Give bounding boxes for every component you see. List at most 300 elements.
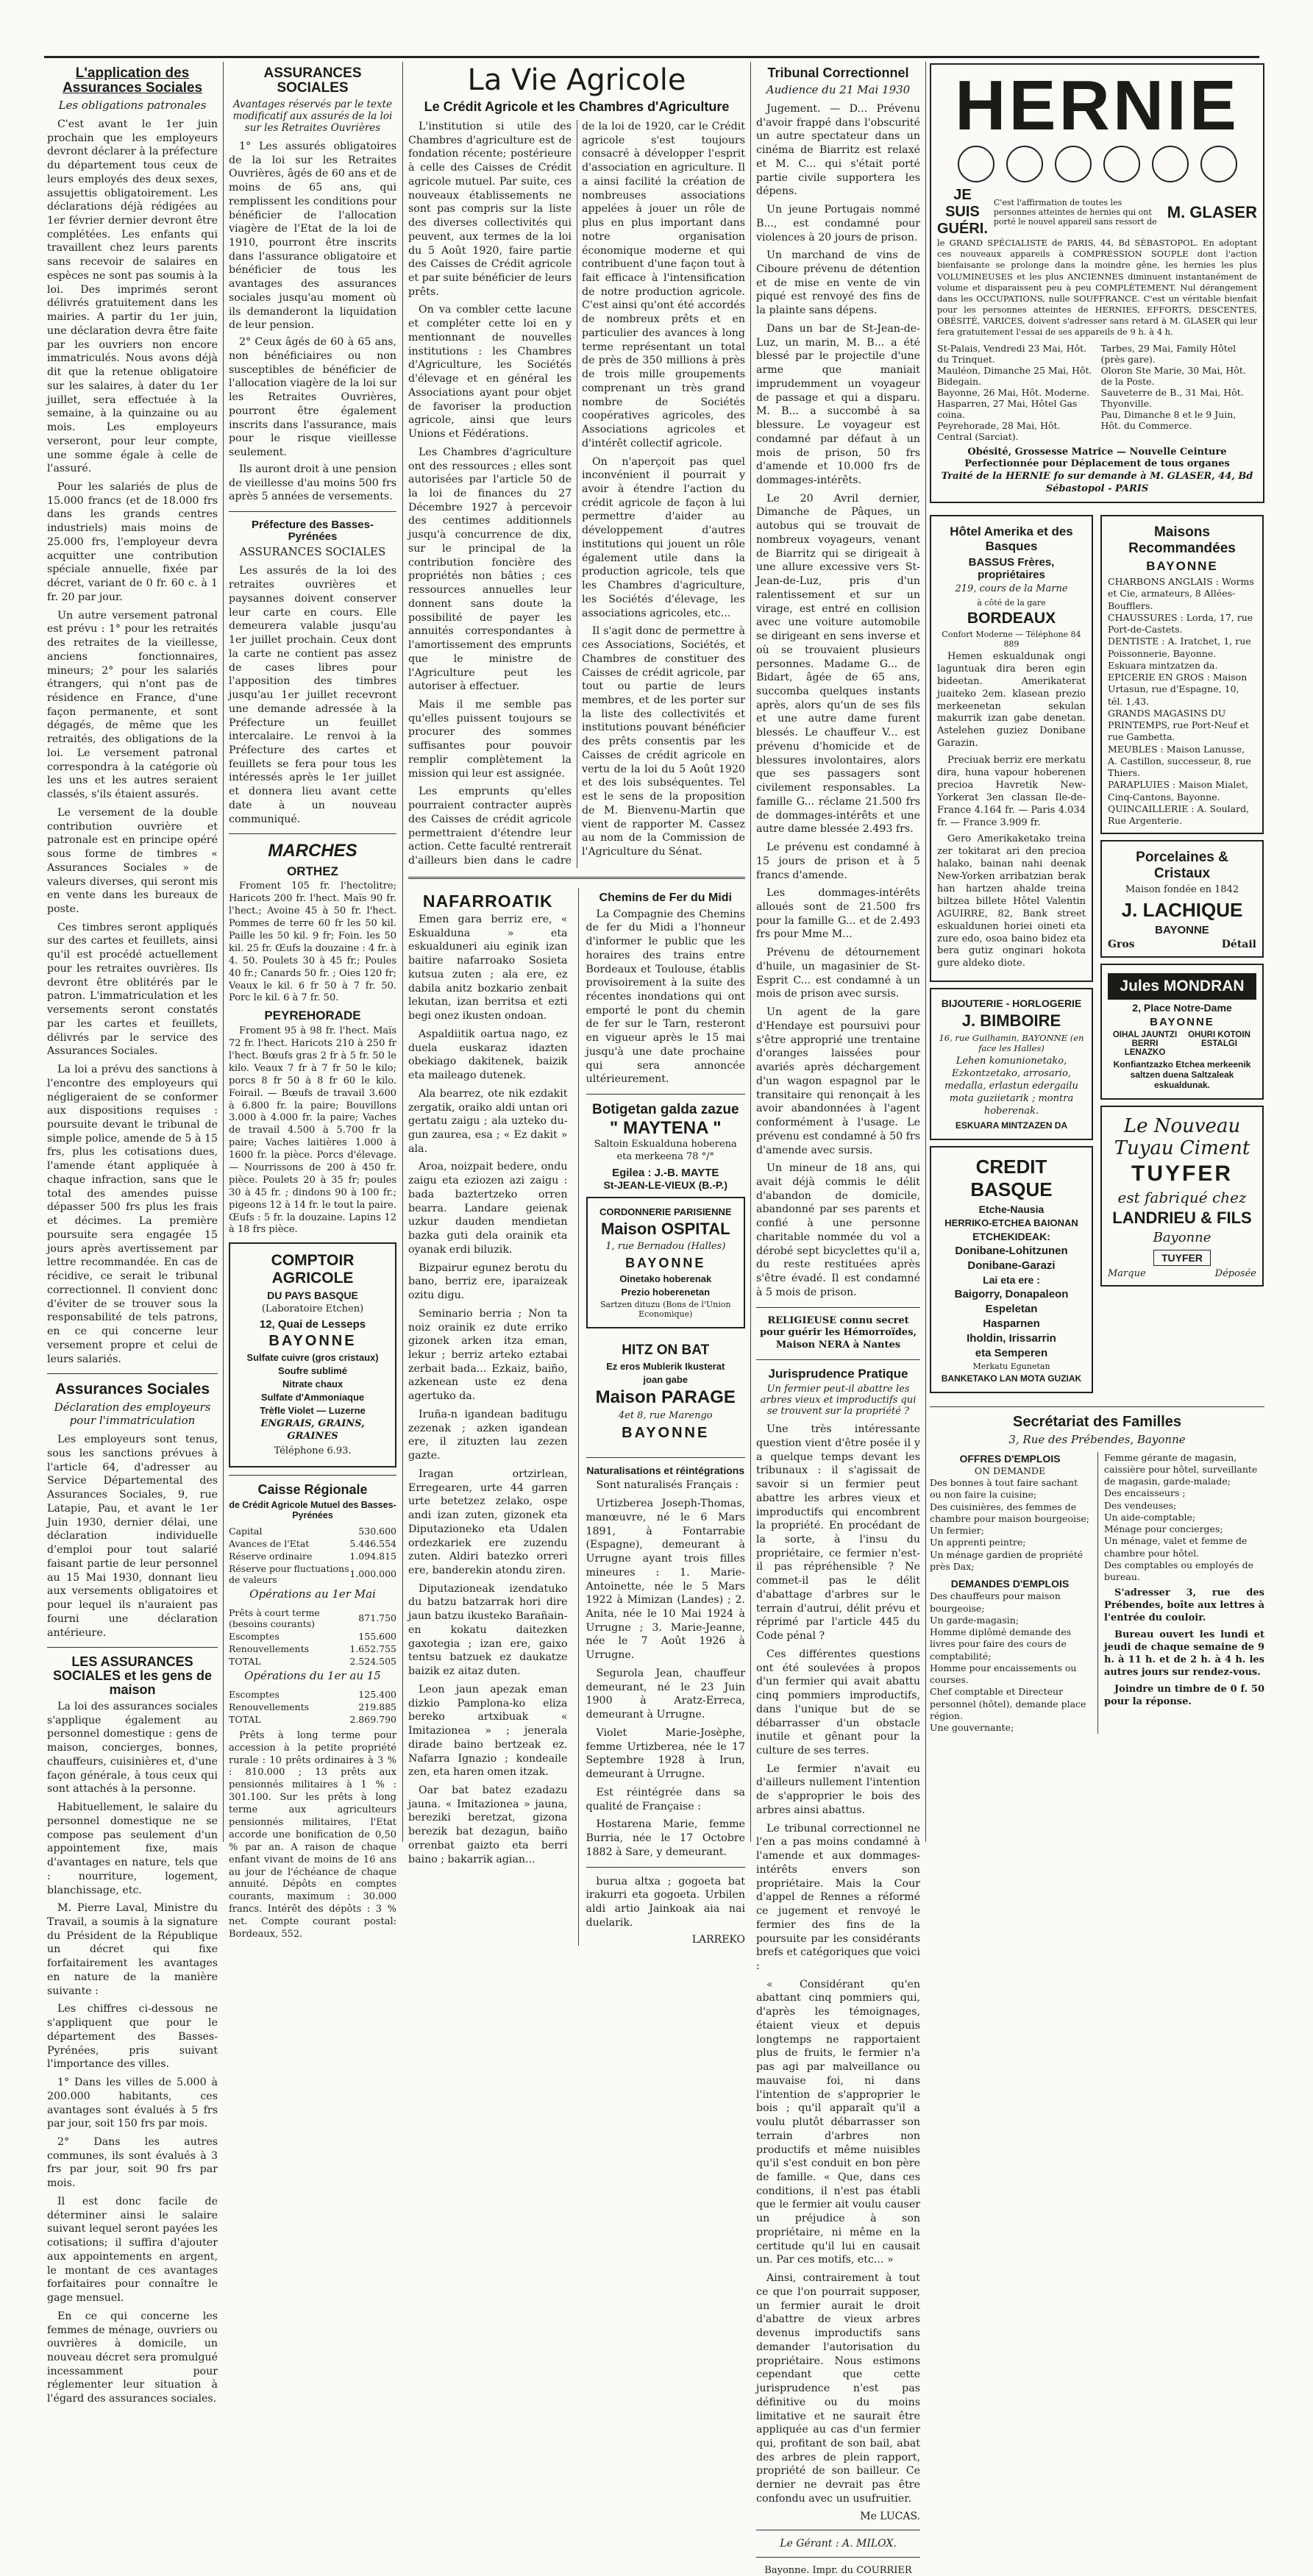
ad-line: ETCHEKIDEAK:: [972, 1230, 1050, 1242]
paragraph: le GRAND SPÉCIALISTE de PARIS, 44, Bd SÉBASTOPOL. En adoptant ces nouveaux appareils à COMPRESSION SOUPLE dont l'action bienfaisante se prolonge dans la moindre gêne, les hernies les plus VOLUMINEUSES et les plus ANCIENNES diminuent instantanément de volume et disparaissent peu à peu COMPLÈTEMENT. Nul dérangement dans les OCCUPATIONS, nulle SOUFFRANCE. C'est un véritable bienfait pour les personnes atteintes de HERNIES, EFFORTS, DESCENTES, OBÉSITÉ, VARICES, doivent s'adresser sans retard à M. GLASER qui leur fera gratuitement l'essai de ses appareils de 9 h. à 4 h.: [937, 238, 1257, 338]
divider: [586, 1867, 746, 1868]
list-item: Des encaisseurs ;: [1104, 1487, 1186, 1499]
list-item: Ménage pour concierges;: [1104, 1523, 1223, 1535]
ad-line: M. GLASER: [1167, 202, 1257, 221]
paragraph: Le prévenu est condamné à 15 jours de prison et à 5 francs d'amende.: [756, 842, 920, 881]
paragraph: Le tribunal correctionnel ne l'en a pas moins condamné à l'amende et aux dommages-intérêts envers son propriétaire. Mais la Cour d'appel de Rennes a réformé ce jugement et renvoyé le fermier des fins de la poursuite par les considérants brefs et catégoriques que voici :: [756, 1822, 920, 1972]
list-item: Une gouvernante;: [930, 1722, 1014, 1734]
paragraph: « Considérant qu'en abattant cinq pommiers qui, d'après les témoignages, étaient vieux et depuis longtemps ne rapportaient plus de fruits, le fermier n'a pas agi par malveillance ou mauvaise foi, ni dans l'intention de s'approprier le bois ; qu'il apparaît qu'il a voulu plutôt débarrasser son terrain d'arbres non productifs et même nuisibles qu'il s'est conduit en bon père de famille. « Que, dans ces conditions, il n'est pas établi que le fermier ait voulu causer un préjudice à son propriétaire, ni même en la certitude qu'il lui en causait un. Par ces motifs, etc... »: [756, 1978, 920, 2266]
table-cell: Escomptes: [229, 1688, 280, 1700]
ads-left: [930, 509, 1093, 1399]
table-cell: 5.446.554: [349, 1537, 396, 1549]
ad-line: ESKUARA MINTZAZEN DA: [955, 1120, 1068, 1131]
column-rule: [925, 62, 926, 1842]
article-body: [408, 120, 745, 868]
paragraph: Dans un bar de St-Jean-de-Luz, un marin, M. B... a été blessé par le projectile d'une arme que maniait imprudemment un voyageur de passage et qui a disparu. M. B... a succombé à sa blessure. Le voyageur est condamné par défaut à un mois de prison, 50 frs d'amende et 10.000 frs de dommages-intérêts.: [756, 322, 920, 486]
paragraph: Mais il me semble pas qu'elles puissent toujours se procurer des sommes suffisantes pour pouvoir remplir complètement la mission qui leur est assignée.: [408, 699, 572, 780]
section-title: MARCHES: [268, 841, 357, 861]
ad-line: COMPTOIR AGRICOLE: [271, 1252, 355, 1287]
article-subtitle: 3, Rue des Prébendes, Bayonne: [1008, 1432, 1186, 1446]
paragraph: Un marchand de vins de Ciboure prévenu de détention et de mise en vente de vin piqué est renvoyé des fins de la plainte sans dépens.: [756, 249, 920, 317]
article-subtitle: Le Crédit Agricole et les Chambres d'Agriculture: [424, 99, 730, 114]
mondran-items: [1108, 1031, 1256, 1057]
medal-icon: [958, 146, 994, 182]
article-title: Assurances Sociales: [54, 1381, 210, 1398]
ad-line: Sulfate cuivre (gros cristaux): [246, 1352, 379, 1364]
paragraph: Une très intéressante question vient d'être posée il y a quelque temps devant les tribunaux : il s'agissait de savoir si un fermier peut abattre les arbres vieux et improductifs qui encombrent la propriété. En procédant de la sorte, à l'insu du propriétaire, ce fermier n'est-il pas répréhensible ? Ne commet-il pas le délit d'abattage d'arbres sur le terrain d'autrui, délit prévu et réprimé par l'article 445 du Code pénal ?: [756, 1423, 920, 1643]
paragraph: Les emprunts qu'elles pourraient contracter auprès des Caisses de crédit agricole permettraient d'étendre leur action. Cette faculté rentrerait d'ailleurs bien dans le cadre de la loi de 1920, car le Crédit agricole s'est toujours consacré à développer l'esprit d'association en agriculture. Il a ainsi facilité la création de nombreuses associations appelées à jouer un rôle de plus en plus important dans notre organisation économique moderne et qui contribuent d'une façon tout à fait efficace à l'intensification de notre production agricole. C'est ainsi qu'ont été accordés de nombreux prêts et en particulier des avances à long terme représentant un total de près de 350 millions à près de trois mille groupements comprenant un très grand nombre de Sociétés coopératives agricoles, des Associations agricoles et d'intérêt collectif agricole.: [408, 120, 745, 867]
advert-tuyfer: [1100, 1106, 1264, 1287]
ad-line: Gros: [1108, 939, 1135, 951]
paragraph: Est réintégrée dans sa qualité de Française :: [586, 1786, 745, 1812]
list-item: Un fermier;: [930, 1525, 984, 1537]
finance-table: [229, 1688, 396, 1726]
list-item: CHARBONS ANGLAIS : Worms et Cie, armateurs, 8 Allées-Boufflers.: [1108, 576, 1254, 611]
maisons-list: [1108, 576, 1256, 827]
paragraph: Oar bat batez ezadazu jauna. « Imitazionea » jauna, bereziki beretzat, gizona berezik bat dezagun, baiño orrenbat gaizto eta berri baino ; bakarrik agian...: [408, 1785, 568, 1865]
list-item: Des bonnes à tout faire sachant ou non faire la cuisine;: [930, 1477, 1078, 1501]
finance-table: [229, 1525, 396, 1586]
paragraph: Ainsi, contrairement à tout ce que l'on pourrait supposer, un fermier aurait le droit d'abattre de vieux arbres devenus improductifs sans demander l'autorisation du propriétaire. Nous estimons cependant que cette jurisprudence n'est pas définitive ou du moins limitative et ne saurait être appliquée au cas d'un fermier qui, profitant de son bail, abat des arbres de plein rapport, propriété de son bailleur. Ce dernier ne devrait pas être confondu avec un usufruitier.: [756, 2272, 920, 2505]
paragraph: Ces timbres seront appliqués sur des cartes et feuillets, ainsi qu'il est procédé actuellement pour les retraites ouvrières. Ils devront être oblitérés par le patron. L'immatriculation et les versements seront constatés par les cartes et feuillets, délivrés par le service des Assurances Sociales.: [47, 921, 218, 1058]
ad-line: Téléphone 6.93.: [274, 1445, 352, 1457]
ad-line: Soufre sublimé: [278, 1365, 347, 1377]
medal-icon: [1200, 146, 1237, 182]
ad-line: OHURI KOTOIN ESTALGI: [1188, 1031, 1250, 1049]
ad-line: Bayonne: [1153, 1230, 1211, 1246]
advert-lachique: [1100, 840, 1264, 958]
article-title: Préfecture des Basses-Pyrénées: [252, 518, 374, 543]
ad-line: C'est l'affirmation de toutes les personnes atteintes de hernies qui ont porté le nouvel appareil sans ressort de: [993, 198, 1157, 227]
visit-item: Peyrehorade, 28 Mai, Hôt. Central (Sarciat).: [937, 419, 1061, 442]
paragraph: Les employeurs sont tenus, sous les sanctions prévues à l'article 64, d'adresser au Service Départemental des Assurances Sociales, 9, rue Latapie, Pau, et avant le 1er Juin 1930, dernier délai, une déclaration individuelle d'emploi pour tout salarié faisant partie de leur personnel au 15 Mai 1930, donnant lieu aux versements obligatoires et pour lequel ils n'auraient pas fourni une déclaration antérieure.: [47, 1434, 218, 1639]
paragraph: On n'aperçoit pas quel inconvénient il pourrait y avoir à étendre l'action du crédit agricole de façon à lui permettre d'aider au développement d'autres institutions qui jouent un rôle également utile dans la production agricole, tels que les Chambres d'agriculture, les Sociétés d'élevage, les associations agricoles, etc...: [582, 455, 745, 619]
ad-line: Donibane-Lohitzunen: [955, 1244, 1068, 1257]
hernie-headline: HERNIE: [955, 66, 1239, 145]
paragraph: Hemen eskualdunak ongi laguntuak dira beren egin bideetan. Amerikaterat juaiteko 2em. klasean prezio merkeenetan sekulan makurrik izan gabe denetan. Astelehen guziez Donibane Garazin.: [937, 651, 1086, 750]
ad-line: Maisons Recommandées: [1128, 524, 1236, 557]
ad-line: J. BIMBOIRE: [961, 1011, 1061, 1031]
visit-item: Bayonne, 26 Mai, Hôt. Moderne.: [937, 386, 1090, 398]
column-4: [756, 62, 920, 2576]
list-item: Un ménage, valet et femme de chambre pour hôtel.: [1104, 1535, 1248, 1559]
lachique-footer: [1108, 939, 1256, 950]
signature: LARREKO: [691, 1934, 745, 1946]
ad-line: BIJOUTERIE - HORLOGERIE: [941, 997, 1082, 1010]
ad-line: BAYONNE: [625, 1255, 706, 1270]
ad-line: 12, Quai de Lesseps: [259, 1318, 366, 1331]
article-subtitle: Un fermier peut-il abattre les arbres vieux et improductifs qui se trouvent sur la propriété ?: [760, 1384, 917, 1417]
ad-line: LANDRIEU & FILS: [1112, 1209, 1252, 1228]
ad-line: 1, rue Bernadou (Halles): [605, 1240, 726, 1252]
ad-line: HERRIKO-ETCHEA BAIONAN: [944, 1217, 1078, 1228]
article-title: Jurisprudence Pratique: [768, 1367, 908, 1381]
ads-right: [1100, 509, 1264, 1399]
divider: [586, 1094, 746, 1095]
ad-line: Maison fondée en 1842: [1125, 884, 1239, 896]
ads-row-1: [930, 509, 1264, 1399]
table-cell: Prêts à court terme (besoins courants): [229, 1607, 320, 1629]
imprint-line: Bayonne. Impr. du COURRIER: [764, 2564, 912, 2576]
list-item: Chef comptable et Directeur personnel (hôtel), demande place région.: [930, 1686, 1086, 1721]
advert-comptoir-agricole: [229, 1242, 396, 1467]
visit-item: St-Palais, Vendredi 23 Mai, Hôt. du Trinquet.: [937, 342, 1087, 365]
paragraph: Un jeune Portugais nommé B..., est condamné pour violences à 20 jours de prison.: [756, 204, 920, 243]
paragraph: Diputazioneak izendatuko du batzu batzarrak hori dire jaun batzu ikusteko Barañain-en kokatu daitezken gaxotegia ; izan ere, gaixo tentsu batzuek ez daukatze baizik ez aitaz duten.: [408, 1582, 568, 1678]
glaser-head: [937, 187, 1257, 238]
paragraph: C'est avant le 1er juin prochain que les employeurs devront déclarer à la préfecture du département tous ceux de leurs employés des deux sexes, assujettis obligatoirement. Les déclarations déjà rédigées au 1er février dernier devront être complétées. Les enfants qui travaillent chez leurs parents sans recevoir de salaires en espèces ne sont pas soumis à la loi. Des imprimés seront délivrés gratuitement dans les mairies. A partir du 1er juin, une déclaration devra être faite par les ouvriers non encore immatriculés. Nous avons déjà dit que la retenue obligatoire sur les salaires, à dater du 1er juillet, sera effectuée à la semaine, à la quinzaine ou au mois. Les employeurs verseront, pour leur compte, une somme égale à celle de l'assuré.: [47, 118, 218, 475]
visit-item: Sauveterre de B., 31 Mai, Hôt. Thyonville.: [1100, 386, 1244, 409]
ad-line: Saltoin Eskualduna hoberena eta merkeena 78 °/°: [594, 1139, 737, 1163]
table-cell: 2.869.790: [349, 1713, 396, 1725]
paragraph: La loi des assurances sociales s'applique également au personnel domestique : gens de maison, concierges, bonnes, chauffeurs, cuisinières et, d'une façon générale, à tous ceux qui sont attachés à la personne.: [47, 1700, 218, 1796]
table-cell: 1.000.000: [349, 1568, 396, 1580]
article-title: Chemins de Fer du Midi: [599, 891, 732, 904]
ad-line: Etche-Nausia: [978, 1203, 1045, 1215]
ad-line: Marque: [1108, 1268, 1146, 1280]
ad-line: Espeletan: [985, 1302, 1038, 1315]
ad-line: est fabriqué chez: [1117, 1189, 1247, 1207]
table-cell: Avances de l'Etat: [229, 1537, 310, 1549]
medal-icon: [1006, 146, 1043, 182]
paragraph: Les assurés de la loi des retraites ouvrières et paysannes doivent conserver leur carte en cours. Elle demeurera valable jusqu'au 1er juillet prochain. Ceux dont la carte ne contient pas assez de cases libres pour l'apposition des timbres jusqu'au 1er juillet recevront une demande adressée à la Préfecture un feuillet intercalaire. Le renvoi à la Préfecture des cartes et feuillets se fera pour tous les intéressés après le 1er juillet et donnera lieu avant cette date à un nouveau communiqué.: [229, 565, 396, 825]
table-cell: Capital: [229, 1525, 263, 1537]
ad-line: Déposée: [1214, 1268, 1256, 1280]
visit-item: Pau, Dimanche 8 et le 9 Juin, Hôt. du Commerce.: [1100, 408, 1237, 431]
paragraph: Seminario berria ; Non ta noiz orainik ez dute erriko gizonek arken itza eman, lekur ; berriz arteko eztabai zerbait bada... Ezkaiz, baiño, azkenean uste ez dena agertuko da.: [408, 1307, 568, 1403]
column-3: [408, 62, 745, 1946]
article-title: Secrétariat des Familles: [1012, 1413, 1181, 1430]
finance-table: [229, 1607, 396, 1668]
list-item: QUINCAILLERIE : A. Soulard, Rue Argenterie.: [1108, 803, 1250, 827]
article-subtitle: de Crédit Agricole Mutuel des Basses-Pyrénées: [229, 1499, 396, 1520]
paragraph: Le fermier n'avait eu d'ailleurs nullement l'intention de s'approprier le bois des arbres ainsi abattus.: [756, 1762, 920, 1816]
ad-line: DEMANDES D'EMPLOIS: [950, 1578, 1070, 1590]
article-subtitle: Avantages réservés par le texte modificatif aux assurés de la loi sur les Retraites Ouvrières: [232, 98, 393, 134]
ad-line: Ez eros Mublerik Ikusterat: [606, 1360, 725, 1372]
paragraph: burua altxa ; gogoeta bat irakurri eta gogoeta. Urbilen aldi artio Jainkoak aia nai duelarik.: [586, 1875, 745, 1929]
medal-icon: [1152, 146, 1189, 182]
ad-line: Traité de la HERNIE fo sur demande à M. GLASER, 44, Bd Sébastopol - PARIS: [941, 471, 1253, 495]
list-item: Homme pour encaissements ou courses.: [930, 1662, 1077, 1686]
advert-credit-basque: [930, 1146, 1093, 1393]
ad-line: BAYONNE: [1150, 1016, 1214, 1029]
article-title: L'application des Assurances Sociales: [62, 65, 203, 96]
paragraph: Le versement de la double contribution ouvrière et patronale est en principe opéré sous forme de timbres « Assurances Sociales » de valeurs diverses, qui seront mis en vente dans les bureaux de poste.: [47, 806, 218, 915]
paragraph: Le 20 Avril dernier, Dimanche de Pâques, un autobus qui se trouvait de nombreux voyageurs, venant de Biarritz qui se dirigeait à une allure excessive vers St-Jean-de-Luz, pris d'un ralentissement et sur un virage, est entré en collision avec une voiture automobile se dirigeant en sens inverse et où se trouvaient plusieurs personnes. Madame G... de Bidart, âgée de 65 ans, succomba quelques instants après, alors qu'un de ses fils et une autre dame furent blessés. Le chauffeur V... est prévenu d'homicide et de blessures involontaires, alors que ses passagers sont civilement responsables. La famille G... réclame 21.500 frs de dommages-intérêts et une autre dame blessée 2.493 frs.: [756, 492, 920, 836]
paragraph: S'adresser 3, rue des Prébendes, boîte aux lettres à l'entrée du couloir.: [1104, 1587, 1264, 1624]
ad-line: 2, Place Notre-Dame: [1132, 1002, 1232, 1014]
paragraph: La Compagnie des Chemins de fer du Midi a l'honneur d'informer le public que les horaires des trains entre Bordeaux et Toulouse, établis provisoirement à la suite des récentes inondations qui ont emporté le pont du chemin de fer sur le Tarn, resteront en vigueur après le 15 mai jusqu'à une date prochaine qui sera annoncée ultérieurement.: [586, 908, 745, 1086]
ad-line: St-JEAN-LE-VIEUX (B.-P.): [603, 1178, 728, 1191]
paragraph: Un agent de la gare d'Hendaye est poursuivi pour s'être approprié une trentaine d'oranges laissées pour avariés après déchargement d'un wagon espagnol par le transitaire qui renonçait à les avoir abandonnées à l'agent conformément à l'usage. Le prévenu est condamné à 50 frs d'amende avec sursis.: [756, 1006, 920, 1156]
advert-bimboire: [930, 988, 1093, 1139]
paragraph: Violet Marie-Josèphe, femme Urtizberea, née le 17 Septembre 1928 à Irun, demeurant à Urrugne.: [586, 1726, 745, 1781]
lower-row: [408, 888, 745, 1946]
table-cell: 2.524.505: [349, 1655, 396, 1667]
ad-line: eta Semperen: [975, 1346, 1048, 1359]
list-item: Un garde-magasin;: [930, 1614, 1020, 1626]
list-item: Un apprenti peintre;: [930, 1537, 1026, 1548]
list-item: MEUBLES : Maison Lanusse, A. Castillon, successeur, 8, rue Thiers.: [1108, 743, 1251, 779]
ad-line: ENGRAIS, GRAINS, GRAINES: [260, 1418, 365, 1442]
ad-line: BAYONNE: [1146, 559, 1218, 574]
list-item: CHAUSSURES : Lorda, 17, rue Port-de-Castets.: [1108, 611, 1253, 636]
paragraph: Aroa, noizpait bedere, ondu zaigu eta eziozen azi zaigu : bada baztertzeko orren bearra. Landare geienak uzkur dauden mendietan bazka guti dela orainik eta oyanak erdi biluzik.: [408, 1161, 568, 1256]
paragraph: Bizpairur egunez berotu du bano, berriz ere, iparaizeak ozitu digu.: [408, 1262, 568, 1302]
ad-line: BORDEAUX: [967, 610, 1056, 627]
table-cell: 871.750: [358, 1612, 396, 1624]
ad-line: TUYFER: [1131, 1161, 1233, 1186]
ad-line: CREDIT BASQUE: [970, 1155, 1053, 1200]
article-title: ASSURANCES SOCIALES: [263, 65, 362, 96]
paragraph: Ala bearrez, ote nik ezdakit zergatik, oraiko aldi untan ori gertatu zaigu ; ala uzteko du-gun zaurea, esa ; « Ez dakit » ala.: [408, 1087, 568, 1155]
market-prices: Froment 95 à 98 fr. l'hect. Maïs 72 fr. l'hect. Haricots 210 à 250 fr l'hect. Bœufs gras 2 fr à 5 fr. 50 le kilo. Veaux 7 fr à 7 fr 50 le kilo; porcs 8 fr 50 à 8 fr 60 le kilo. Foirail. — Bœufs de travail 3.600 à 6.800 fr. la paire; Bouvillons 3.000 à 4.000 fr. la paire; Vaches de travail 4.500 à 5.700 fr la paire; Vaches laitières 1.000 à 1600 fr. la pièce. Porcs d'élevage. — Nourrissons de 200 à 450 fr. pièce. Poulets 20 à 35 fr; poules 30 à 45 fr. ; dindons 90 à 100 fr.; pigeons 12 à 14 fr. le tout la paire. Œufs : 5 fr. la douzaine. Lapins 12 à 18 frs pièce.: [229, 1025, 396, 1236]
ad-line: Iholdin, Irissarrin: [967, 1331, 1056, 1345]
paragraph: Hostarena Marie, femme Burria, née le 17 Octobre 1882 à Sare, y demeurant.: [586, 1818, 745, 1858]
paragraph: En ce qui concerne les femmes de ménage, ouvriers ou ouvrières à domicile, un nouveau décret sera promulgué incessamment pour réglementer leur situation à l'égard des assurances sociales.: [47, 2310, 218, 2405]
paragraph: Il est donc facile de déterminer ainsi le salaire suivant lequel seront payées les cotisations; il suffira d'ajouter aux appointements en argent, le montant de ces avantages forfaitaires pour connaître le gage mensuel.: [47, 2195, 218, 2305]
column-rule: [750, 62, 751, 1842]
nafarroatik-article: [408, 888, 568, 1946]
column-1: [47, 62, 218, 2405]
paragraph: Les Chambres d'agriculture ont des ressources ; elles sont autorisées par l'article 50 de la loi de finances du 27 Décembre 1927 à percevoir des centimes additionnels jusqu'à concurrence de dix, sur le principal de la contribution foncière des propriétés non bâties ; ces ressources annuelles leur donnent sans doute la possibilité de payer les annuités correspondantes à l'amortissement des emprunts que le ministre de l'Agriculture peut les autoriser à effectuer.: [408, 446, 572, 693]
paragraph: Emen gara berriz ere, « Eskualduna » eta eskualduneri aiu eginik izan baitire nafarroako Sosieta kutsua zuten ; ala ere, ez dabila anitz bozkario zenbait lekutan, izan berritsa et ezti begi onez ikusten ondoan.: [408, 913, 568, 1022]
market-title: ORTHEZ: [287, 864, 338, 878]
paragraph: Un autre versement patronal est prévu : 1° pour les retraités des retraites de la vieillesse, anciens fonctionnaires, mineurs; 2° pour les salariés étrangers, qui n'ont pas de résidence en France, d'une façon permanente, et sont dégagés, de même que les retraités, des obligations de la loi. Le versement patronal correspondra à la catégorie où les uns et les autres seraient classés, s'ils étaient assurés.: [47, 609, 218, 801]
ad-line: J. LACHIQUE: [1121, 899, 1243, 922]
advert-mondran: [1100, 964, 1264, 1100]
ad-line: Hôtel Amerika et des Basques: [950, 524, 1073, 554]
market-title: PEYREHORADE: [264, 1008, 361, 1023]
paragraph: Aspaldiitik oartua nago, ez duela euskaraz idazten obekiago dakitenek, baizik eta maileago dutenek.: [408, 1028, 568, 1082]
list-item: Homme diplômé demande des livres pour faire des cours de comptabilité;: [930, 1626, 1072, 1662]
divider: [229, 833, 396, 834]
advert-religieuse: RELIGIEUSE connu secret pour guérir les Hémorroïdes, Maison NERA à Nantes: [759, 1314, 917, 1351]
market-prices: Froment 105 fr. l'hectolitre; Haricots 200 fr. l'hect. Maïs 90 fr. l'hect.; Avoine 45 à 50 fr. l'hect. Pommes de terre 60 fr les 50 kil. Paille les 50 kil. 9 fr; Foin. les 50 kil. 25 fr. Œufs la douzaine : 4 fr. à 4. 50. Poulets 30 à 45 fr.; Poules 40 fr.; Canards 50 fr. ; Oies 120 fr; Veaux le kil. 6 fr 50 à 7 fr. 50. Porc le kil. 6 à 7 fr. 50.: [229, 880, 396, 1004]
page-title: La Vie Agricole: [467, 63, 686, 97]
gerant-line: Le Gérant : A. MILOX.: [780, 2537, 897, 2550]
ad-line: BANKETAKO LAN MOTA GUZIAK: [941, 1373, 1082, 1384]
list-item: Un ménage gardien de propriété près Dax;: [930, 1548, 1084, 1572]
table-cell: Renouvellements: [229, 1643, 310, 1654]
advert-hernie: [930, 63, 1264, 503]
paragraph: Sont naturalisés Français :: [596, 1479, 739, 1492]
ad-line: Merkatu Egunetan: [972, 1361, 1050, 1371]
paragraph: Pour les salariés de plus de 15.000 francs (et de 18.000 frs dans les grands centres industriels) mais moins de 25.000 frs, l'employeur devra acquitter une contribution spéciale annuelle, fixée par décret, variant de 0 fr. 60 c. à 1 fr. 20 par jour.: [47, 480, 218, 603]
ad-line: " MAYTENA ": [609, 1118, 722, 1139]
ad-line: Maison PARAGE: [595, 1387, 736, 1407]
paragraph: Joindre un timbre de 0 f. 50 pour la réponse.: [1104, 1683, 1264, 1707]
divider: [756, 2557, 920, 2558]
table-cell: Escomptes: [229, 1630, 280, 1642]
medal-icon: [1055, 146, 1092, 182]
paragraph: Iruña-n igandean baditugu zezenak ; azken igandean ere, il zituzten lau zezen gazte.: [408, 1408, 568, 1462]
ad-line: Lehen komunionetako, Ezkontzetako, arrosario, medalla, erlastun edergailu mota guziietarik ; montra hoberenak.: [944, 1056, 1078, 1117]
ad-line: 16, rue Guilhamin, BAYONNE (en face les Halles): [939, 1033, 1084, 1054]
advert-parage: [586, 1334, 746, 1450]
ad-line: OFFRES D'EMPLOIS: [959, 1452, 1061, 1465]
ad-line: HITZ ON BAT: [622, 1342, 710, 1358]
table-cell: 530.600: [358, 1525, 396, 1537]
secretariat-body: [930, 1452, 1264, 1734]
ad-line: 219, cours de la Marne: [955, 583, 1068, 595]
table-caption: Opérations au 1er Mai: [249, 1587, 376, 1601]
column-rule: [223, 62, 224, 1842]
paragraph: 1° Dans les villes de 5.000 à 200.000 habitants, ces avantages sont évalués à 5 frs par jour, soit 150 frs par mois.: [47, 2077, 218, 2130]
tuyfer-footer: [1108, 1268, 1256, 1279]
ad-line: (Laboratoire Etchen): [261, 1303, 364, 1315]
list-item: GRANDS MAGASINS DU PRINTEMPS, rue Port-Neuf et rue Gambetta.: [1108, 707, 1249, 743]
paragraph: Gero Amerikaketako treina zer tokitarat ari den precioa halako, bainan nahi deenak New-Yorken arribatzian berak han hartzen ahalde treina biltzea billete Hôtel Valentin AGUIRRE, 82, Bank street eskualdunen horiei oineti eta zure edo, osoa baino bidez eta bera gutiz onginari hokota gure aldeko diote.: [937, 833, 1086, 969]
ad-line: Trèfle Violet — Luzerne: [260, 1405, 366, 1417]
ad-line: Détail: [1221, 939, 1256, 951]
list-item: Des comptables ou employés de bureau.: [1104, 1559, 1254, 1583]
ad-line: Donibane-Garazi: [967, 1259, 1056, 1272]
table-cell: 1.094.815: [349, 1550, 396, 1562]
paragraph: L'institution si utile des Chambres d'agriculture est de fondation récente; postérieure à celle des Caisses de Crédit agricole mutuel. Par suite, ces nouveaux établissements ne sont pas compris sur la liste des diverses collectivités qui peuvent, aux termes de la loi du 5 Août 1920, faire partie des Caisses de Crédit agricole et par suite bénéficier de leurs prêts.: [408, 120, 572, 298]
divider: [229, 511, 396, 512]
paragraph: 1° Les assurés obligatoires de la loi sur les Retraites Ouvrières, âgés de 60 ans et de moins de 65 ans, qui remplissent les conditions pour bénéficier de l'allocation viagère de l'Etat de la loi de 1910, pourront être inscrits dans l'assurance obligatoire et bénéficier de tous les avantages des assurances sociales jusqu'au moment où ils demanderont la liquidation de leur pension.: [229, 140, 396, 332]
ad-line: TUYFER: [1153, 1250, 1211, 1266]
paragraph: La loi a prévu des sanctions à l'encontre des employeurs qui négligeraient de se conformer aux dispositions requises : poursuite devant le tribunal de simple police, amende de 5 à 15 frs, plus les cotisations dues, l'amende étant appliquée à chaque infraction, sans que le total des amendes puisse dépasser 500 frs plus les frais et décimes. La première poursuite sera engagée 15 jours après avertissement par lettre recommandée. En cas de récidive, ce serait le tribunal correctionnel. Il convient donc d'éviter de se trouver sous la responsabilité de tels patrons, en ce qui concerne leur versement propre et celui de leurs salariés.: [47, 1064, 218, 1365]
paragraph: On va combler cette lacune et compléter cette loi en y mentionnant de nouvelles institutions : les Chambres d'Agriculture, les Sociétés d'élevage et en général les Associations ayant pour objet de favoriser la production agricole, ainsi que leurs Unions et Fédérations.: [408, 304, 572, 441]
paragraph: Preciuak berriz ere merkatu dira, huna vapour hoberenen precioa Havretik New-Yorkerat 3en classan Ile-de-France 4.164 fr. — Paris 4.034 fr. — France 3.909 fr.: [937, 755, 1086, 828]
ad-line: OIHAL JAUNTZI BERRI LENAZKO: [1112, 1031, 1178, 1058]
ad-line: Nitrate chaux: [282, 1378, 344, 1390]
secretariat-right: [1097, 1452, 1264, 1734]
top-rule: [44, 56, 1259, 58]
ad-line: ON DEMANDE: [974, 1465, 1046, 1476]
advert-ospital: [586, 1197, 746, 1328]
list-item: DENTISTE : A. Iratchet, 1, rue Poissonnerie, Bayonne. Eskuara mintzatzen da.: [1108, 636, 1251, 671]
paragraph: Iragan ortzirlean, Erregearen, urte 44 garren urte betetzez zelako, ospe andi izan zuten, gizonek eta Diputazioneko eta Udalen ordezkariek ere zuzendu zuten. Aldiri batezko orreri ere, banderekin atondu ziren.: [408, 1467, 568, 1576]
column-2: [229, 62, 396, 1940]
visit-item: Mauléon, Dimanche 25 Mai, Hôt. Bidegain.: [937, 364, 1092, 387]
table-cell: Renouvellements: [229, 1701, 310, 1712]
middle-lower-column: [578, 888, 746, 1946]
ad-line: CORDONNERIE PARISIENNE: [599, 1206, 732, 1217]
visit-item: Tarbes, 29 Mai, Family Hôtel (près gare).: [1100, 342, 1237, 365]
divider: [408, 877, 745, 879]
paragraph: M. Pierre Laval, Ministre du Travail, a soumis à la signature du Président de la République un décret qui fixe forfaitairement les avantages en nature de la manière suivante :: [47, 1902, 218, 1997]
medal-icon: [1103, 146, 1140, 182]
divider: [47, 1373, 218, 1374]
ad-line: Oinetako hoberenak: [619, 1273, 712, 1284]
list-item: Des cuisinières, des femmes de chambre pour maison bourgeoise;: [930, 1501, 1089, 1524]
table-cell: 219.885: [358, 1701, 396, 1712]
list-item: PARAPLUIES : Maison Mialet, Cinq-Cantons, Bayonne.: [1108, 779, 1248, 803]
paragraph: 2° Dans les autres communes, ils sont évalués à 3 frs par jour, soit 90 frs par mois.: [47, 2136, 218, 2190]
ad-line: Hasparnen: [983, 1317, 1040, 1330]
ad-line: Sartzen dituzu (Bons de l'Union Economique): [600, 1299, 731, 1319]
ad-line: Porcelaines & Cristaux: [1136, 850, 1228, 882]
ad-line: Egilea : J.-B. MAYTE: [612, 1166, 719, 1179]
ad-line: BAYONNE: [268, 1333, 357, 1350]
table-cell: TOTAL: [229, 1713, 261, 1725]
ad-line: BAYONNE: [1155, 924, 1209, 937]
paragraph: Urtizberea Joseph-Thomas, manœuvre, né le 6 Mars 1891, à Fontarrabie (Espagne), demeurant à Urrugne ayant trois filles mineures : 1. Marie-Antoinette, née le 5 Mars 1922 à Mimizan (Landes) ; 2. Anita, née le 10 Mai 1924 à Urrugne ; 3. Marie-Jeanne, née le 7 Août 1926 à Urrugne.: [586, 1498, 745, 1662]
ad-line: BAYONNE: [622, 1424, 710, 1441]
paragraph: Un mineur de 18 ans, qui avait déjà commis le délit d'abandon de domicile, abandonné par ses parents et confié à une personne charitable nommée du vol a dérobé sept bicyclettes qu'il a, du reste restituées après s'être évadé. Il est condamné à 5 mois de prison.: [756, 1162, 920, 1298]
secretariat-left: [930, 1452, 1090, 1734]
table-cell: Réserve ordinaire: [229, 1550, 313, 1562]
column-5: [930, 62, 1264, 1842]
article-subtitle: Déclaration des employeurs pour l'immatriculation: [54, 1401, 211, 1428]
ad-line: Jules MONDRAN: [1108, 973, 1256, 1000]
list-item: Femme gérante de magasin, caissière pour hôtel, surveillante de magasin, garde-malade;: [1104, 1451, 1258, 1487]
list-item: Des vendeuses;: [1104, 1499, 1177, 1511]
list-item: Des chauffeurs pour maison bourgeoise;: [930, 1590, 1061, 1614]
table-cell: TOTAL: [229, 1655, 261, 1667]
ad-line: Confort Moderne — Téléphone 84 889: [942, 630, 1081, 649]
list-item: Un aide-comptable;: [1104, 1511, 1196, 1523]
ad-line: Sulfate d'Ammoniaque: [260, 1392, 365, 1403]
ad-line: Konfiantzazko Etchea merkeenik saltzen duena Saltzaleak eskualdunak.: [1113, 1059, 1251, 1091]
ad-line: Obésité, Grossesse Matrice — Nouvelle Ceinture Perfectionnée pour Déplacement de tous organes: [964, 446, 1230, 470]
paragraph: Jugement. — D... Prévenu d'avoir frappé dans l'obscurité un autre spectateur dans un cinéma de Biarritz est relaxé et M. C... qui s'était porté partie civile supportera les dépens.: [756, 102, 920, 198]
ad-line: joan gabe: [643, 1373, 688, 1385]
ad-line: Maison OSPITAL: [600, 1219, 730, 1238]
column-rule: [402, 62, 403, 1842]
article-title: Tribunal Correctionnel: [767, 65, 909, 80]
ad-line: Botigetan galda zazue: [591, 1102, 739, 1118]
visit-item: Hasparren, 27 Mai, Hôtel Gas coina.: [937, 397, 1078, 420]
paragraph: Leon jaun apezak eman dizkio Pamplona-ko eliza bereko artxibuak « Imitazionea » ; jenerala dirade baino bertzeak ez. Nafarra Ignazio ; kondeaile zen, eta haren omen itzak.: [408, 1683, 568, 1779]
divider: [47, 1647, 218, 1648]
medals-row: [937, 146, 1257, 182]
paragraph: Il s'agit donc de permettre à ces Associations, Sociétés, et Chambres de constituer des Caisses de crédit agricole, par tout ou partie de leurs membres, et de les porter sur la liste des collectivités et institutions pouvant bénéficier des prêts consentis par les Caisses de crédit agricole en vertu de la loi du 5 Août 1920 et des lois subséquentes. Tel est le sens de la proposition de M. Bienvenu-Martin que vient de rapporter M. Cassez au nom de la Commission de l'Agriculture du Sénat.: [582, 625, 745, 858]
signature: Me LUCAS.: [860, 2510, 920, 2522]
paragraph: Prévenu de détournement d'huile, un magasinier de St-Esprit C... est condamné à un mois de prison avec sursis.: [756, 947, 920, 1000]
paragraph: Ils auront droit à une pension de vieillesse d'au moins 500 frs après 5 années de versements.: [229, 463, 396, 503]
ad-line: 4et 8, rue Marengo: [618, 1409, 713, 1421]
ad-line: à côté de la gare: [977, 598, 1046, 608]
advert-hotel-amerika: [930, 515, 1093, 982]
ad-line: Prezio hoberenetan: [621, 1286, 711, 1298]
paragraph: 2° Ceux âgés de 60 à 65 ans, non bénéficiaires ou non susceptibles de bénéficier de l'allocation viagère de la loi sur les Retraites Ouvrières, pourront être également inscrits dans l'assurance, mais pour le risque vieillesse seulement.: [229, 336, 396, 459]
article-title: NAFARROATIK: [422, 891, 553, 911]
divider: [756, 1359, 920, 1360]
article-title: LES ASSURANCES SOCIALES et les gens de maison: [52, 1654, 213, 1698]
list-item: EPICERIE EN GROS : Maison Urtasun, rue d'Espagne, 10, tél. 1,43.: [1108, 672, 1248, 707]
advert-maisons-recommandees: [1100, 515, 1264, 834]
article-subtitle: ASSURANCES SOCIALES: [239, 545, 386, 559]
divider: [229, 1475, 396, 1476]
visit-item: Oloron Ste Marie, 30 Mai, Hôt. de la Poste.: [1100, 364, 1246, 387]
ad-line: BASSUS Frères, propriétaires: [968, 556, 1055, 582]
table-cell: Réserve pour fluctuations de valeurs: [229, 1562, 349, 1585]
ad-line: Baigorry, Donapaleon: [954, 1287, 1069, 1301]
divider: [930, 1406, 1264, 1407]
paragraph: Segurola Jean, chauffeur demeurant, né le 23 Juin 1900 à Aratz-Erreca, demeurant à Urrugne.: [586, 1667, 745, 1721]
table-cell: 155.600: [358, 1630, 396, 1642]
table-cell: 1.652.755: [349, 1643, 396, 1654]
article-subtitle: Les obligations patronales: [58, 98, 207, 112]
divider: [586, 1457, 746, 1458]
ad-line: JE SUIS GUÉRI.: [937, 187, 988, 237]
paragraph: Les chiffres ci-dessous ne s'appliquent que pour le département des Basses-Pyrénées, pris suivant l'importance des villes.: [47, 2003, 218, 2071]
ad-line: Lai eta ere :: [983, 1273, 1040, 1286]
paragraph: Bureau ouvert les lundi et jeudi de chaque semaine de 9 h. à 11 h. et de 2 h. à 4 h. les autres jours sur rendez-vous.: [1104, 1629, 1264, 1678]
visit-list: [937, 343, 1257, 442]
divider: [756, 1307, 920, 1308]
ad-line: DU PAYS BASQUE: [267, 1289, 358, 1302]
article-title: Naturalisations et réintégrations: [586, 1464, 745, 1476]
table-cell: 125.400: [358, 1688, 396, 1700]
table-caption: Opérations du 1er au 15: [244, 1668, 381, 1682]
paragraph: Ces différentes questions ont été soulevées à propos d'un fermier qui avait abattu cinq pommiers improductifs, dans l'unique but de se débarrasser d'un obstacle inutile et gênant pour la culture de ses terres.: [756, 1648, 920, 1757]
